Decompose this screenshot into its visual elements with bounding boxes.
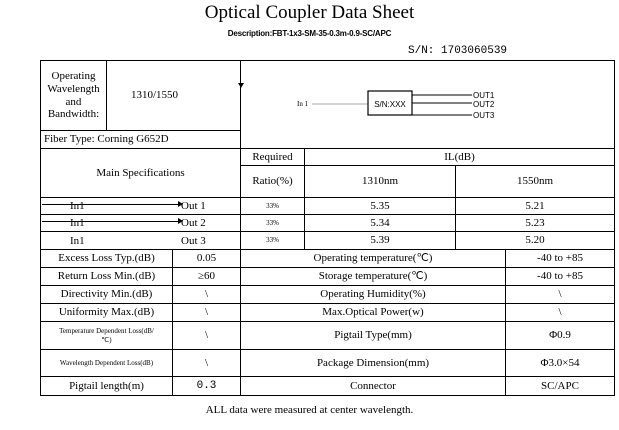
spec-row-3-il1550-text: 5.20 [525,234,545,247]
connector-value [505,376,615,396]
op-temp-label-text: Operating temperature(℃) [313,252,433,265]
uniformity-label-text: Uniformity Max.(dB) [58,306,155,319]
uniformity-label [40,303,173,322]
directivity-value [172,285,241,304]
spec-row-2-il1310-text: 5.34 [370,216,390,229]
humidity-value [505,285,615,304]
spec-row-2-output: Out 2 [181,217,206,229]
package-label-text: Package Dimension(mm) [316,356,430,369]
spec-row-1-il1550 [455,197,615,215]
uniformity-value-text: \ [204,306,209,319]
humidity-value-text: \ [558,288,562,301]
il-header [304,148,615,166]
spec-row-3-output: Out 3 [181,235,206,247]
wl-dependent-value [172,349,241,377]
main-specs-label: Main Specifications [96,166,185,179]
max-power-value-text: \ [558,306,562,319]
spec-row-2-arrow [42,221,180,222]
directivity-value-text: \ [204,288,209,301]
spec-row-2-arrowhead [178,218,183,224]
return-loss-label [40,267,173,286]
diagram-box-label: S/N:XXX [374,100,406,109]
spec-row-2-input: In1 [70,217,85,229]
spec-row-1-ratio [240,197,305,215]
wl-1550-header [455,165,615,198]
return-loss-label-text: Return Loss Min.(dB) [57,270,156,283]
diagram-out3-label: OUT3 [473,111,495,120]
spec-row-3-input: In1 [70,235,85,247]
connector-value-text: SC/APC [541,379,579,392]
op-wavelength-label [40,60,107,131]
max-power-value [505,303,615,322]
max-power-label-text: Max.Optical Power(w) [322,306,424,319]
spec-row-1-il1550-text: 5.21 [525,199,545,212]
storage-temp-value-text: -40 to +85 [537,270,583,283]
temp-dependent-label-text: Temperature Dependent Loss(dB/℃) [59,327,154,344]
spec-row-1-output: Out 1 [181,200,206,212]
page-title: Optical Coupler Data Sheet [204,2,415,23]
main-specs-header [40,148,241,198]
spec-row-1-il1310 [304,197,456,215]
coupler-diagram [240,60,615,149]
pigtail-length-value-text: 0.3 [196,379,217,392]
wl-dependent-value-text: \ [204,356,209,369]
diagram-out2-label: OUT2 [473,100,495,109]
wl-1550-label: 1550nm [516,175,554,188]
op-temp-value-text: -40 to +85 [537,252,583,265]
pigtail-type-value-text: Φ0.9 [549,329,571,342]
ratio-label: Ratio(%) [252,175,293,188]
connector-label [240,376,506,396]
spec-row-1-input: In1 [70,200,85,212]
connector-label-text: Connector [350,379,396,392]
excess-loss-label [40,249,173,268]
temp-dependent-value [172,321,241,350]
op-wavelength-value [106,60,241,131]
excess-loss-label-text: Excess Loss Typ.(dB) [58,252,155,265]
wl-1310-label: 1310nm [361,175,399,188]
description: Description:FBT-1x3-SM-35-0.3m-0.9-SC/APC [227,29,392,38]
directivity-label-text: Directivity Min.(dB) [60,288,153,301]
spec-row-1-arrowhead [178,201,183,207]
op-temp-value [505,249,615,268]
return-loss-value-text: ≥60 [197,270,216,283]
spec-row-2-ratio-text: 33% [266,218,279,227]
spec-row-2-il1550-text: 5.23 [525,216,545,229]
op-wavelength-value-text: 1310/1550 [131,89,179,102]
spec-row-2-il1310 [304,214,456,232]
spec-row-3-ratio [240,231,305,250]
serial-number: S/N: 1703060539 [408,45,508,57]
spec-row-1-ratio-text: 33% [266,201,279,210]
return-loss-value [172,267,241,286]
storage-temp-label-text: Storage temperature(℃) [318,270,428,283]
max-power-label [240,303,506,322]
footer-note: ALL data were measured at center wavelength. [205,404,414,416]
spec-row-3-il1310-text: 5.39 [370,234,390,247]
uniformity-value [172,303,241,322]
spec-row-1-arrow [42,204,180,205]
pigtail-length-label-text: Pigtail length(m) [69,379,144,392]
excess-loss-value-text: 0.05 [196,252,217,265]
spec-row-3-ratio-text: 33% [266,236,279,245]
package-value-text: Φ3.0×54 [540,356,580,369]
pigtail-type-label-text: Pigtail Type(mm) [334,329,412,342]
op-temp-label [240,249,506,268]
fiber-type-value: Corning G652D [97,133,169,146]
spec-row-3-il1550 [455,231,615,250]
op-wavelength-label-text: Operating Wavelength and Bandwidth: [47,70,100,121]
spec-row-3-il1310 [304,231,456,250]
temp-dependent-label [40,321,173,350]
ratio-header [240,165,305,198]
humidity-label [240,285,506,304]
humidity-label-text: Operating Humidity(%) [320,288,426,301]
directivity-label [40,285,173,304]
spec-row-1-il1310-text: 5.35 [370,199,390,212]
pigtail-type-label [240,321,506,350]
required-label: Required [252,150,293,163]
spec-row-2-il1550 [455,214,615,232]
diagram-input-label: In 1 [297,100,309,108]
fiber-type-label: Fiber Type: [44,133,95,146]
spec-row-2-ratio [240,214,305,232]
package-label [240,349,506,377]
required-header [240,148,305,166]
storage-temp-value [505,267,615,286]
wl-dependent-label-text: Wavelength Dependent Loss(dB) [59,358,154,367]
pigtail-length-value [172,376,241,396]
package-value [505,349,615,377]
wl-1310-header [304,165,456,198]
fiber-type-row [40,130,241,149]
diagram-out1-label: OUT1 [473,91,495,100]
pigtail-length-label [40,376,173,396]
excess-loss-value [172,249,241,268]
pigtail-type-value [505,321,615,350]
il-label: IL(dB) [444,150,475,163]
temp-dependent-value-text: \ [204,329,209,342]
wl-dependent-label [40,349,173,377]
storage-temp-label [240,267,506,286]
